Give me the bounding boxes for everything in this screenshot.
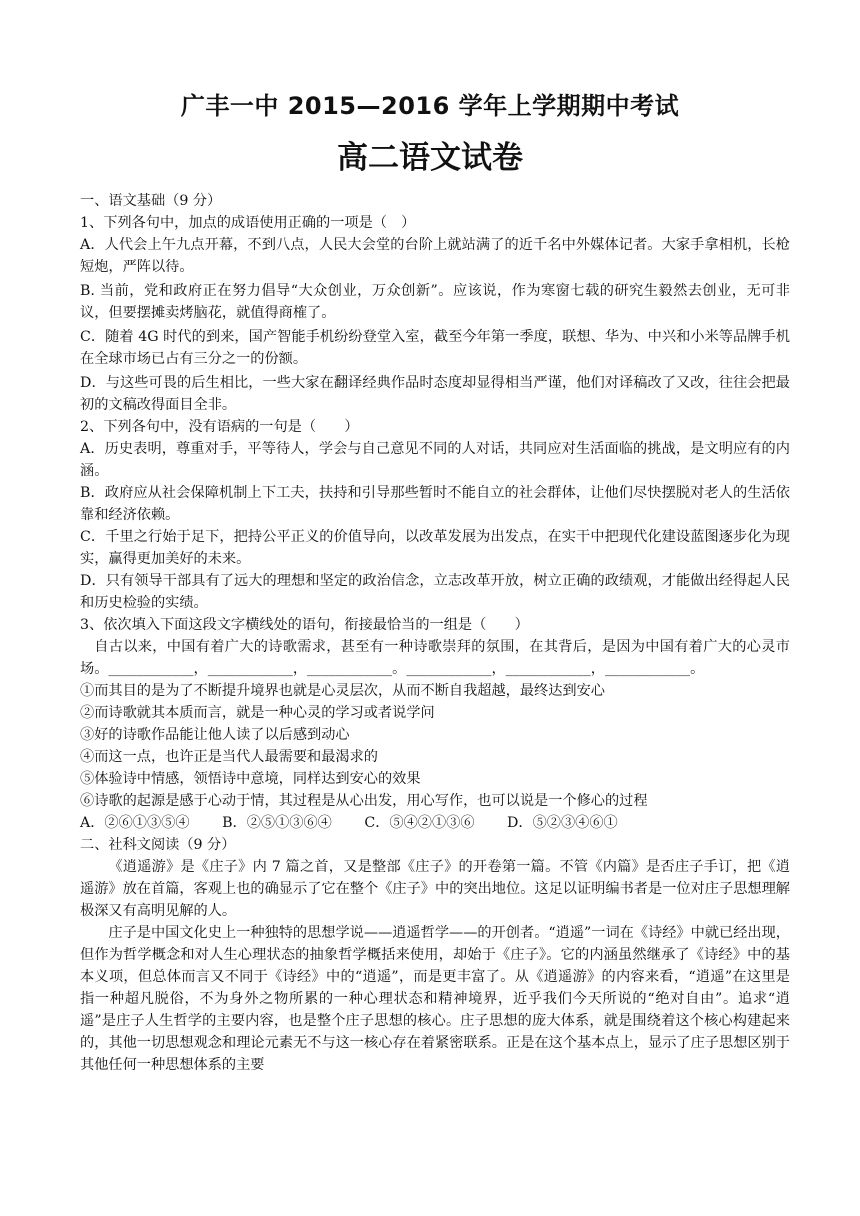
q3-stem: 3、依次填入下面这段文字横线处的语句，衔接最恰当的一组是（ ） xyxy=(80,617,529,633)
section1-heading: 一、语文基础（9 分） xyxy=(80,193,222,209)
q1-option-a: A．人代会上午九点开幕，不到八点，人民大会堂的台阶上就站满了的近千名中外媒体记者。大家手拿相机，长枪短炮，严阵以待。 xyxy=(80,237,790,275)
q3-item: ②而诗歌就其本质而言，就是一种心灵的学习或者说学问 xyxy=(80,705,435,721)
q1-option-b: B. 当前，党和政府正在努力倡导“大众创业，万众创新”。应该说，作为寒窗七载的研究生毅然去创业，无可非议，但要摆摊卖烤脑花，就值得商榷了。 xyxy=(80,283,790,321)
q2-option-c: C．千里之行始于足下，把持公平正义的价值导向，以改革发展为出发点，在实干中把现代化建设蓝图逐步化为现实，赢得更加美好的未来。 xyxy=(80,529,790,567)
q3-item: ⑥诗歌的起源是感于心动于情，其过程是从心出发，用心写作，也可以说是一个修心的过程 xyxy=(80,793,648,809)
q3-choice-a: A．②⑥①③⑤④ xyxy=(80,815,190,831)
q3-choice-d: D．⑤②③④⑥① xyxy=(507,815,618,831)
section2-heading: 二、社科文阅读（9 分） xyxy=(80,837,236,853)
exam-title: 广丰一中 2015—2016 学年上学期期中考试 xyxy=(180,92,680,120)
q3-item: ③好的诗歌作品能让他人读了以后感到动心 xyxy=(80,727,350,743)
q2-option-d: D．只有领导干部具有了远大的理想和坚定的政治信念，立志改革开放，树立正确的政绩观，才能做出经得起人民和历史检验的实绩。 xyxy=(80,573,790,611)
q2-stem: 2、下列各句中，没有语病的一句是（ ） xyxy=(80,419,359,435)
q3-item: ⑤体验诗中情感，领悟诗中意境，同样达到安心的效果 xyxy=(80,771,421,787)
reading-paragraph-2: 庄子是中国文化史上一种独特的思想学说——逍遥哲学——的开创者。“逍遥”一词在《诗经》中就已经出现，但作为哲学概念和对人生心理状态的抽象哲学概括来使用，却始于《庄子》。它的内涵虽然继承了《诗经》中的基本义项，但总体而言又不同于《诗经》中的“逍遥”，而是更丰富了。从《逍遥游》的内容来看，“逍遥”在这里是指一种超凡脱俗，不为身外之物所累的一种心理状态和精神境界，近乎我们今天所说的“绝对自由”。追求“逍遥”是庄子人生哲学的主要内容，也是整个庄子思想的核心。庄子思想的庞大体系，就是围绕着这个核心构建起来的，其他一切思想观念和理论元素无不与这一核心存在着紧密联系。正是在这个基本点上，显示了庄子思想区别于其他任何一种思想体系的主要 xyxy=(80,925,790,1073)
q3-choice-b: B．②⑤①③⑥④ xyxy=(222,815,332,831)
q2-option-b: B．政府应从社会保障机制上下工夫，扶持和引导那些暂时不能自立的社会群体，让他们尽快摆脱对老人的生活依靠和经济依赖。 xyxy=(80,485,790,523)
q1-option-d: D．与这些可畏的后生相比，一些大家在翻译经典作品时态度却显得相当严谨，他们对译稿改了又改，往往会把最初的文稿改得面目全非。 xyxy=(80,375,790,413)
q2-option-a: A．历史表明，尊重对手，平等待人，学会与自己意见不同的人对话，共同应对生活面临的挑战，是文明应有的内涵。 xyxy=(80,441,790,479)
q3-item: ④而这一点，也许正是当代人最需要和最渴求的 xyxy=(80,749,378,765)
exam-subtitle: 高二语文试卷 xyxy=(337,140,523,176)
q1-stem: 1、下列各句中，加点的成语使用正确的一项是（ ） xyxy=(80,215,416,231)
q3-choices xyxy=(80,812,790,834)
reading-paragraph-1: 《逍遥游》是《庄子》内 7 篇之首，又是整部《庄子》的开卷第一篇。不管《内篇》是否庄子手订，把《逍遥游》放在首篇，客观上也的确显示了它在整个《庄子》中的突出地位。这足以证明编书者是一位对庄子思想理解极深又有高明见解的人。 xyxy=(80,859,790,919)
q3-choice-c: C．⑤④②①③⑥ xyxy=(364,815,475,831)
exam-body xyxy=(80,190,790,1076)
q1-option-c: C．随着 4G 时代的到来，国产智能手机纷纷登堂入室，截至今年第一季度，联想、华为、中兴和小米等品牌手机在全球市场已占有三分之一的份额。 xyxy=(80,329,790,367)
q3-item: ①而其目的是为了不断提升境界也就是心灵层次，从而不断自我超越，最终达到安心 xyxy=(80,683,605,699)
q3-passage: 自古以来，中国有着广大的诗歌需求，甚至有一种诗歌崇拜的氛围，在其背后，是因为中国有着广大的心灵市场。____________，____________，____________。____________，____________，____________。 xyxy=(80,639,790,677)
